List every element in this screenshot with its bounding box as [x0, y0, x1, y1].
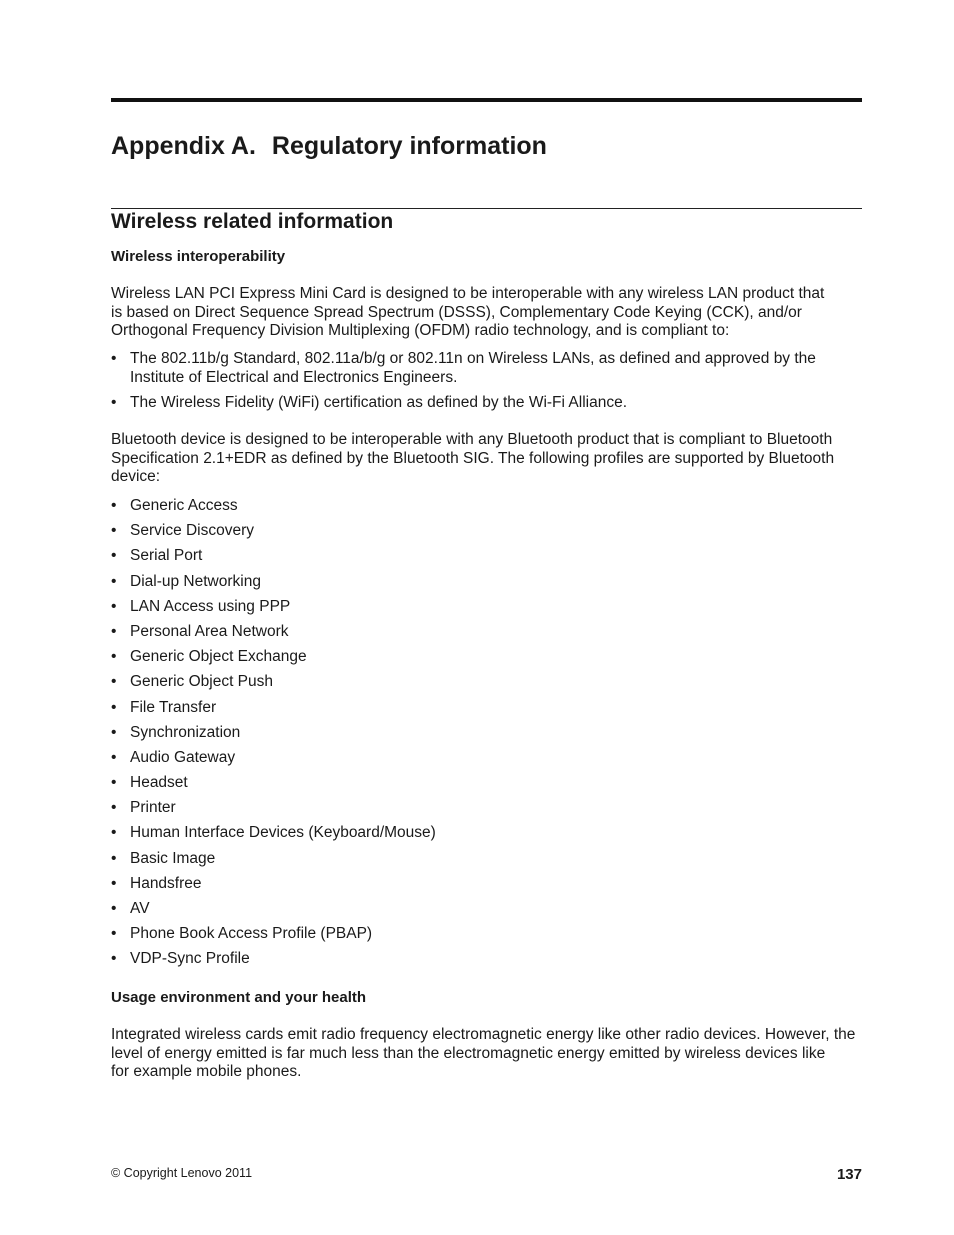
bullet-icon: •	[111, 723, 117, 741]
text-line: Wireless LAN PCI Express Mini Card is designed to be interoperable with any wireless LAN product that	[111, 285, 825, 302]
list-item	[111, 623, 862, 642]
list-item	[111, 522, 862, 541]
list-item-text: Phone Book Access Profile (PBAP)	[130, 925, 373, 943]
list-item	[111, 850, 862, 869]
bullet-icon: •	[111, 950, 117, 968]
list-item	[111, 350, 862, 387]
text-line: device:	[111, 468, 161, 485]
bullet-icon: •	[111, 925, 117, 943]
list-item	[111, 824, 862, 843]
list-item-text: Service Discovery	[130, 522, 255, 540]
list-item	[111, 699, 862, 718]
bullet-icon: •	[111, 393, 117, 411]
text-line: for example mobile phones.	[111, 1063, 302, 1080]
bullet-icon: •	[111, 648, 117, 666]
list-item-text: Audio Gateway	[130, 748, 236, 766]
profiles-list	[111, 497, 862, 969]
bullet-icon: •	[111, 774, 117, 792]
list-item	[111, 925, 862, 944]
list-item-text: Synchronization	[130, 723, 241, 741]
bullet-icon: •	[111, 622, 117, 640]
list-item	[111, 950, 862, 969]
list-item	[111, 394, 862, 413]
list-item-text: Generic Access	[130, 497, 238, 514]
bullet-icon: •	[111, 849, 117, 867]
list-item	[111, 724, 862, 743]
list-item	[111, 598, 862, 617]
bullet-icon: •	[111, 748, 117, 766]
list-item-text: Printer	[130, 799, 176, 817]
list-item	[111, 497, 862, 516]
text-line: is based on Direct Sequence Spread Spectrum (DSSS), Complementary Code Keying (CCK), and/or	[111, 303, 802, 321]
text-line: Orthogonal Frequency Division Multiplexing (OFDM) radio technology, and is compliant to:	[111, 322, 730, 339]
list-item-text: Personal Area Network	[130, 622, 289, 640]
bullet-icon: •	[111, 497, 117, 514]
text-line: level of energy emitted is far much less than the electromagnetic energy emitted by wireless devices like	[111, 1044, 826, 1062]
list-item	[111, 547, 862, 566]
subheading-health: Usage environment and your health	[111, 989, 367, 1006]
list-item-text: Dial-up Networking	[130, 572, 261, 590]
list-item-text: Generic Object Push	[130, 673, 274, 691]
bullet-icon: •	[111, 522, 117, 540]
bullet-icon: •	[111, 824, 117, 842]
chapter-label: Appendix A.	[111, 132, 256, 160]
list-item-text: Generic Object Exchange	[130, 648, 307, 666]
list-item	[111, 749, 862, 768]
page-number: 137	[836, 1166, 862, 1183]
list-item	[111, 875, 862, 894]
text-line: Integrated wireless cards emit radio frequency electromagnetic energy like other radio devices. However, the	[111, 1026, 856, 1043]
section-rule	[111, 208, 862, 209]
list-item	[111, 573, 862, 592]
standards-list	[111, 350, 862, 412]
list-item-text: Human Interface Devices (Keyboard/Mouse)	[130, 824, 436, 842]
bullet-icon: •	[111, 547, 117, 565]
bullet-icon: •	[111, 874, 117, 892]
list-item	[111, 673, 862, 692]
list-item-text: Serial Port	[130, 547, 203, 565]
chapter-title-text: Regulatory information	[271, 132, 547, 160]
bullet-icon: •	[111, 673, 117, 691]
list-item	[111, 774, 862, 793]
bullet-icon: •	[111, 900, 117, 917]
list-item-text: Handsfree	[130, 874, 202, 892]
bullet-icon: •	[111, 698, 117, 716]
chapter-rule	[111, 98, 862, 102]
subheading-interoperability: Wireless interoperability	[111, 248, 286, 265]
bullet-icon: •	[111, 597, 117, 615]
list-item-text: Basic Image	[130, 849, 216, 867]
text-line: Specification 2.1+EDR as defined by the Bluetooth SIG. The following profiles are supported by Bluetooth	[111, 449, 835, 467]
bullet-icon: •	[111, 572, 117, 590]
text-line: Bluetooth device is designed to be interoperable with any Bluetooth product that is compliant to Bluetooth	[111, 431, 833, 448]
chapter-title	[111, 132, 547, 161]
list-item-text: VDP-Sync Profile	[130, 950, 250, 968]
list-item	[111, 799, 862, 818]
intro-paragraph	[111, 285, 862, 341]
list-item-text: Headset	[130, 774, 188, 792]
list-item-text: The 802.11b/g Standard, 802.11a/b/g or 802.11n on Wireless LANs, as defined and approved by the	[130, 350, 816, 367]
bullet-icon: •	[111, 799, 117, 817]
list-item	[111, 648, 862, 667]
bluetooth-paragraph	[111, 431, 862, 487]
list-item-text: File Transfer	[130, 698, 217, 716]
list-item-text: The Wireless Fidelity (WiFi) certification as defined by the Wi-Fi Alliance.	[130, 393, 628, 411]
list-item	[111, 900, 862, 919]
bullet-icon: •	[111, 350, 117, 367]
list-item-text: Institute of Electrical and Electronics Engineers.	[130, 368, 458, 386]
health-paragraph	[111, 1026, 862, 1082]
copyright: © Copyright Lenovo 2011	[111, 1166, 253, 1180]
list-item-text: LAN Access using PPP	[130, 597, 291, 615]
section-title: Wireless related information	[111, 210, 394, 233]
list-item-text: AV	[130, 900, 150, 917]
